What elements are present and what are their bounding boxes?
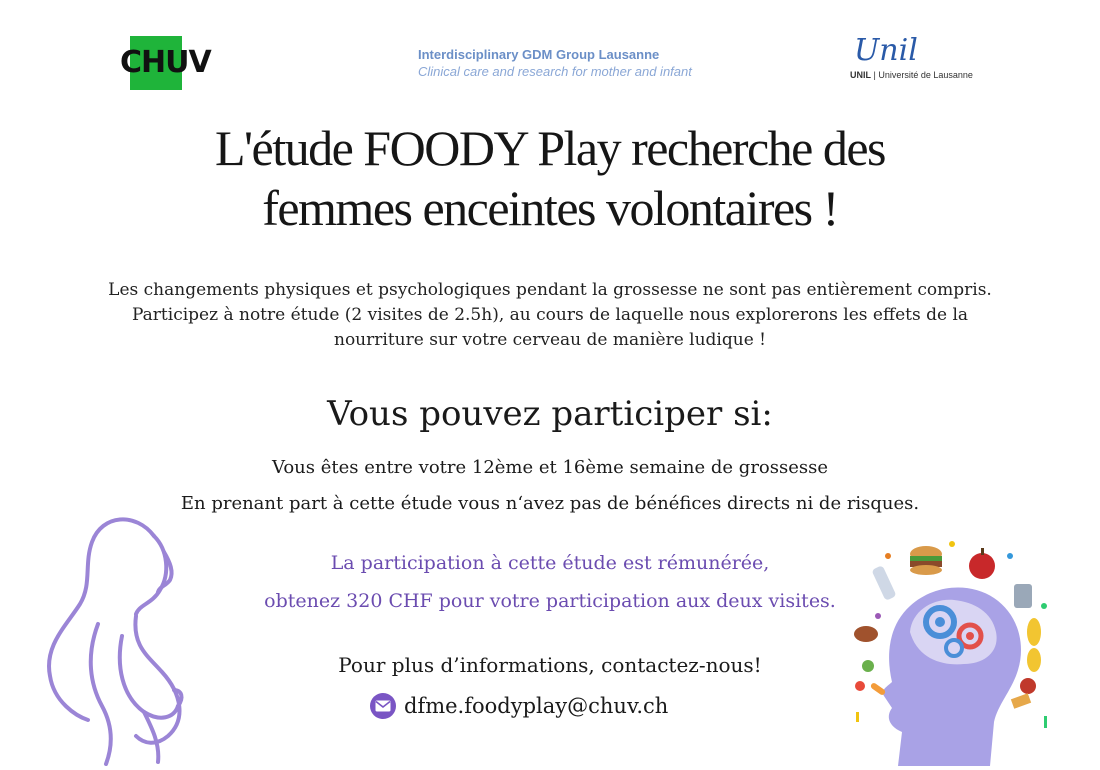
gdm-group-title: Interdisciplinary GDM Group Lausanne <box>418 47 660 62</box>
unil-abbr: UNIL <box>850 70 871 80</box>
intro-line-1: Les changements physiques et psychologiques pendant la grossesse ne sont pas entièrement compris. <box>108 280 992 300</box>
gdm-group-subtitle: Clinical care and research for mother and infant <box>418 64 692 79</box>
intro-line-3: nourriture sur votre cerveau de manière ludique ! <box>334 330 766 350</box>
pregnant-woman-illustration <box>36 506 206 766</box>
page-title-line-2: femmes enceintes volontaires ! <box>262 180 838 236</box>
unil-logo <box>850 34 990 80</box>
unil-logo-script: Unil <box>854 33 918 68</box>
chuv-logo <box>120 36 224 90</box>
payment-line-1: La participation à cette étude est rémunérée, <box>330 552 770 574</box>
unil-name: | Université de Lausanne <box>873 70 973 80</box>
page-title-line-1: L'étude FOODY Play recherche des <box>214 120 886 176</box>
email-contact[interactable] <box>370 688 730 724</box>
chuv-logo-text: CHUV <box>120 45 211 80</box>
payment-line-2: obtenez 320 CHF pour votre participation aux deux visites. <box>264 590 836 612</box>
page-title <box>80 118 1020 238</box>
payment-info <box>150 544 950 620</box>
gdm-group-logo <box>418 46 718 80</box>
unil-logo-caption <box>850 70 990 80</box>
email-icon <box>370 693 396 719</box>
criterion-week: Vous êtes entre votre 12ème et 16ème semaine de grossesse <box>271 457 829 478</box>
contact-line: Pour plus d’informations, contactez-nous! <box>338 653 762 677</box>
eligibility-criteria <box>100 450 1000 522</box>
brain-food-illustration <box>848 536 1058 766</box>
email-address-link[interactable]: dfme.foodyplay@chuv.ch <box>404 694 669 718</box>
intro-line-2: Participez à notre étude (2 visites de 2.5h), au cours de laquelle nous explorerons les effets de la <box>131 305 969 325</box>
eligibility-heading: Vous pouvez participer si: <box>327 394 773 434</box>
intro-paragraph <box>40 278 1060 353</box>
criterion-benefits: En prenant part à cette étude vous n‘avez pas de bénéfices directs ni de risques. <box>180 493 920 514</box>
